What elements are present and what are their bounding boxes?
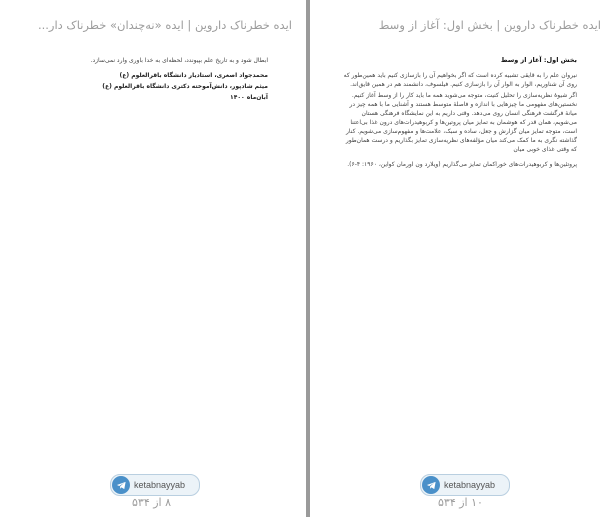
telegram-badge[interactable] — [110, 474, 200, 496]
telegram-badge[interactable] — [420, 474, 510, 496]
left-page — [0, 0, 306, 517]
page-number: ۱۰ از ۵۳۴ — [438, 496, 483, 509]
right-page — [310, 0, 615, 517]
paragraph-2: اگر شیوۀ نظریه‌سازی را تحلیل کنیت، متوجه می‌شوید همه ما باید کار را از وسط آغاز کنیم. نخستین‌های مفهومی ما چیزهایی با اندازه و فاصلۀ متوسط هستند و آشنایی ما با همه چیز در میانۀ فرگشت فرهنگی انسان روی می‌دهد. وقتی داریم به این نمایشگاه فرهنگی هستان می‌شویم، همان قدر که هوشمان به تمایز میان پروتین‌ها و کربوهیدرات‌های درون غذا بی‌اعتنا است، متوجه تمایز میان گزارش و جعل، ساده و سبک، علامت‌ها و مفهوم‌سازی می‌شویم. کنار گذاشته نگری به ما کمک می‌کند میان مؤلفه‌های نظریه‌سازی تمایز بگذاریم و درست همان‌طور که وقتی غذای خوبی میان — [345, 92, 577, 153]
left-page-body — [30, 56, 268, 104]
section-title: بخش اول: آغاز از وسط — [500, 56, 577, 64]
author-line-2: میثم شادپور، دانش‌آموخته دکتری دانشگاه باقرالعلوم (ع) — [102, 83, 268, 90]
citation: پروتئین‌ها و کربوهیدرات‌های خوراکمان تمایز می‌گذاریم (ویلارد ون اورمان کواین، ۱۹۶۰: ۴-۶). — [347, 161, 577, 168]
channel-handle: ketabnayyab — [444, 480, 496, 490]
right-page-body — [340, 56, 577, 171]
paragraph-1: نیروان علم را به قایقی تشبیه کرده است که اگر بخواهیم آن را بازسازی کنیم باید همین‌طور که روی آن شناوریم، الوار به الوار آن را بازسازی کنیم. فیلسوف، دانشمند هم در همین قایق‌اند. — [343, 72, 577, 88]
page-number: ۸ از ۵۳۴ — [132, 496, 172, 509]
left-running-header: ایده خطرناک داروین | ایده‌ «نه‌چندان» خطرناک دار... — [37, 18, 292, 32]
date-line: آبان‌ماه ۱۴۰۰ — [230, 94, 268, 101]
author-line-1: محمدجواد اصغری، استادیار دانشگاه باقرالعلوم (ع) — [119, 72, 268, 79]
telegram-icon — [112, 476, 130, 494]
channel-handle: ketabnayyab — [134, 480, 186, 490]
right-running-header: ایده خطرناک داروین | بخش اول: آغاز از وسط — [378, 18, 601, 32]
closing-sentence: ابطال شود و به تاریخ علم بپیوندد، لحظه‌ای به خدا باوری وارد نمی‌سازد. — [90, 57, 268, 64]
telegram-icon — [422, 476, 440, 494]
